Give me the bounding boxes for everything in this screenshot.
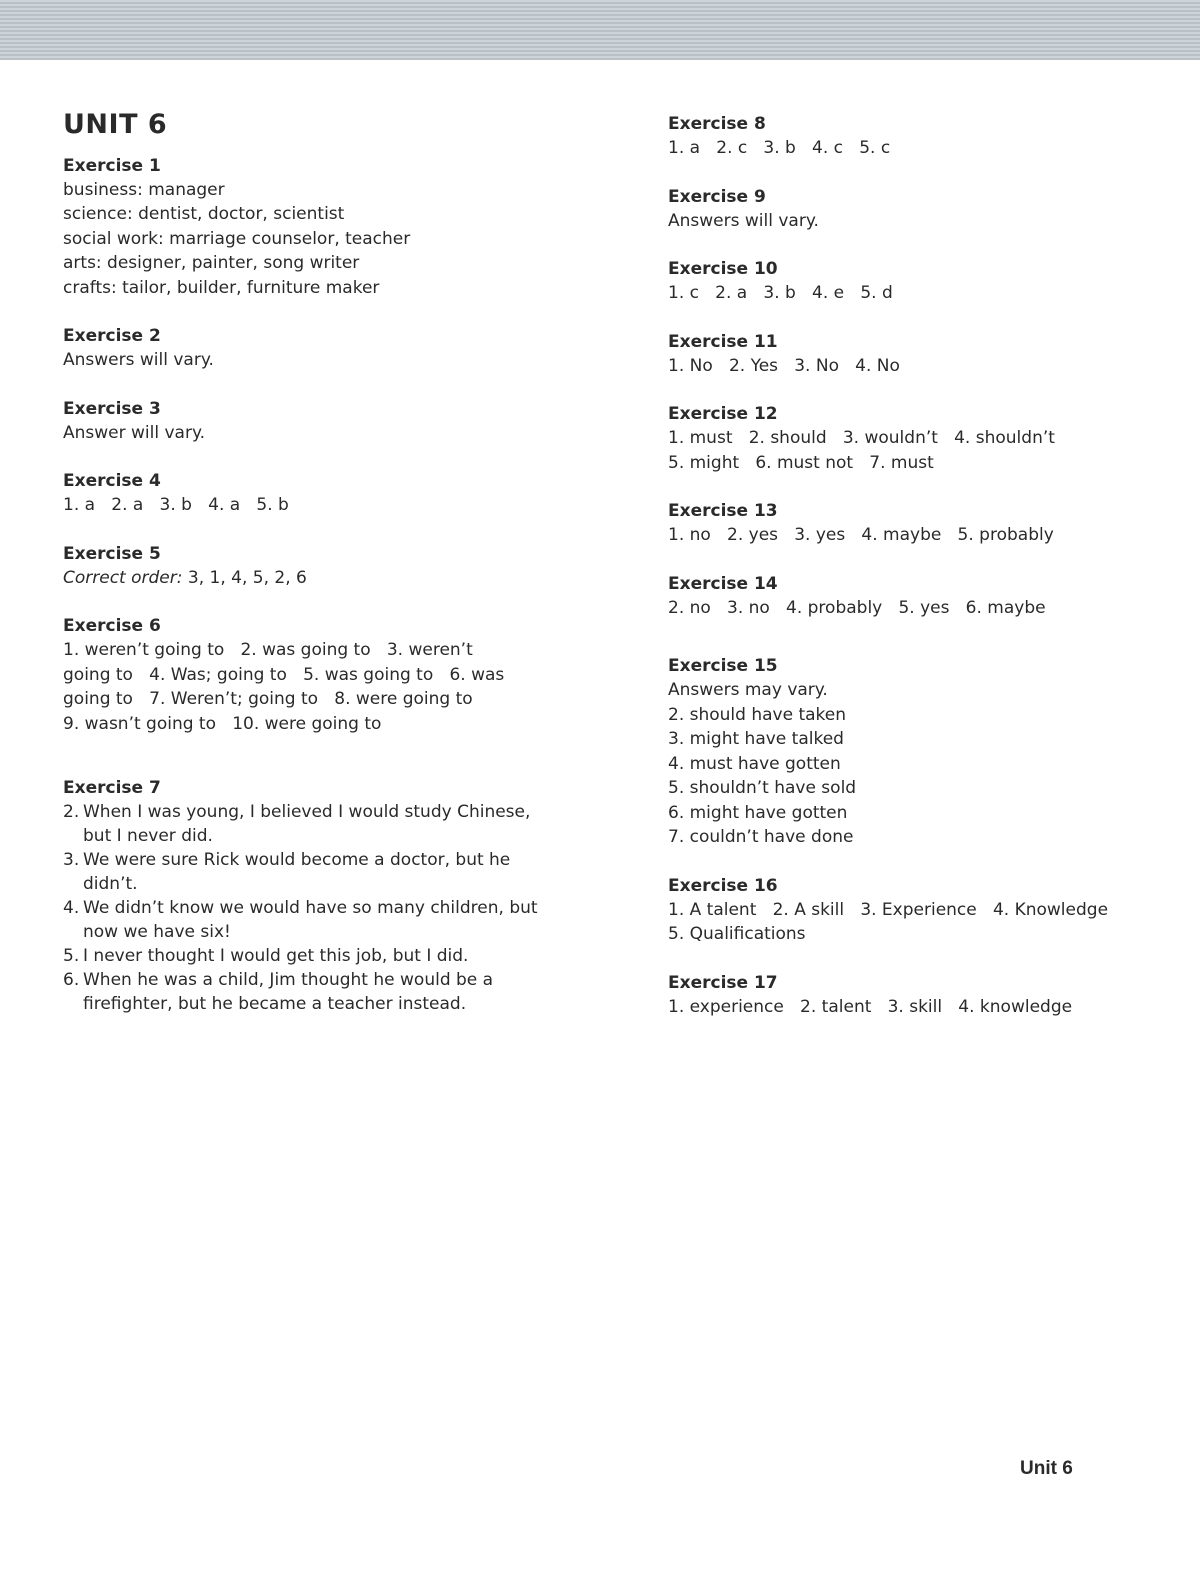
exercise-12 xyxy=(668,402,1168,475)
exercise-heading: Exercise 4 xyxy=(63,471,161,492)
answer-line: 1. a 2. c 3. b 4. c 5. c xyxy=(668,138,891,158)
list-item xyxy=(63,968,553,1016)
exercise-heading: Exercise 1 xyxy=(63,155,161,176)
answer-line: social work: marriage counselor, teacher xyxy=(63,228,411,249)
answer-line: Answers will vary. xyxy=(668,210,819,231)
unit-title: UNIT 6 xyxy=(63,109,168,140)
exercise-heading: Exercise 5 xyxy=(63,543,161,564)
exercise-10 xyxy=(668,257,1168,306)
exercise-16 xyxy=(668,874,1168,947)
exercise-heading: Exercise 3 xyxy=(63,398,161,419)
answer-line: 1. must 2. should 3. wouldn’t 4. shouldn’t xyxy=(668,428,1055,448)
answer-line: arts: designer, painter, song writer xyxy=(63,253,360,274)
correct-order-label: Correct order: xyxy=(63,567,183,588)
left-column xyxy=(63,110,553,1016)
answer-line: Answers will vary. xyxy=(63,350,214,371)
answer-line: Answers may vary. xyxy=(668,680,828,700)
exercise-heading: Exercise 13 xyxy=(668,501,778,521)
item-number: 3. xyxy=(63,850,80,871)
exercise-6 xyxy=(63,614,553,736)
correct-order-value: 3, 1, 4, 5, 2, 6 xyxy=(182,567,307,588)
answer-line: 1. a 2. a 3. b 4. a 5. b xyxy=(63,495,289,516)
exercise-7 xyxy=(63,776,553,1016)
item-number: 2. xyxy=(63,802,80,823)
answer-line: 6. might have gotten xyxy=(668,802,848,823)
answer-line: 1. No 2. Yes 3. No 4. No xyxy=(668,355,900,376)
exercise-heading: Exercise 6 xyxy=(63,616,161,637)
answer-line: going to 4. Was; going to 5. was going to 6. was xyxy=(63,664,505,685)
answer-line: 4. must have gotten xyxy=(668,753,841,774)
exercise-1 xyxy=(63,154,553,301)
answer-line: 2. no 3. no 4. probably 5. yes 6. maybe xyxy=(668,597,1046,618)
answer-line: going to 7. Weren’t; going to 8. were going to xyxy=(63,689,473,710)
answer-line: 9. wasn’t going to 10. were going to xyxy=(63,713,382,734)
item-text: I never thought I would get this job, but I did. xyxy=(83,946,469,967)
exercise-heading: Exercise 10 xyxy=(668,259,778,279)
answer-line: 5. Qualifications xyxy=(668,924,806,944)
list-item xyxy=(63,848,553,896)
answer-line: science: dentist, doctor, scientist xyxy=(63,204,345,225)
answer-line: 1. weren’t going to 2. was going to 3. weren’t xyxy=(63,640,473,661)
item-number: 5. xyxy=(63,946,80,967)
right-column xyxy=(668,112,1168,1019)
exercise-15 xyxy=(668,654,1168,850)
answer-line: 1. no 2. yes 3. yes 4. maybe 5. probably xyxy=(668,525,1054,545)
exercise-heading: Exercise 8 xyxy=(668,114,766,134)
item-text: When he was a child, Jim thought he would be a firefighter, but he became a teacher instead. xyxy=(83,970,494,1015)
item-text: We were sure Rick would become a doctor, but he didn’t. xyxy=(83,850,511,895)
exercise-13 xyxy=(668,499,1168,548)
exercise-14 xyxy=(668,572,1168,621)
item-number: 6. xyxy=(63,970,80,991)
answer-line xyxy=(63,566,553,591)
page-footer-label: Unit 6 xyxy=(1020,1458,1073,1479)
exercise-5 xyxy=(63,542,553,591)
answer-line: 7. couldn’t have done xyxy=(668,827,854,847)
answer-line: business: manager xyxy=(63,179,225,200)
answer-line: 3. might have talked xyxy=(668,729,844,749)
exercise-heading: Exercise 14 xyxy=(668,573,778,594)
answer-line: crafts: tailor, builder, furniture maker xyxy=(63,277,380,298)
exercise-heading: Exercise 15 xyxy=(668,656,778,676)
answer-line: 5. might 6. must not 7. must xyxy=(668,452,934,473)
exercise-9 xyxy=(668,185,1168,234)
answer-line: 1. experience 2. talent 3. skill 4. knowledge xyxy=(668,996,1073,1017)
answer-line: 5. shouldn’t have sold xyxy=(668,778,857,798)
exercise-3 xyxy=(63,397,553,446)
exercise-4 xyxy=(63,469,553,518)
answer-line: 1. c 2. a 3. b 4. e 5. d xyxy=(668,283,893,303)
item-text: We didn’t know we would have so many children, but now we have six! xyxy=(83,898,538,943)
exercise-2 xyxy=(63,324,553,373)
exercise-heading: Exercise 7 xyxy=(63,778,161,799)
answer-line: 1. A talent 2. A skill 3. Experience 4. Knowledge xyxy=(668,899,1109,920)
list-item xyxy=(63,800,553,848)
exercise-heading: Exercise 2 xyxy=(63,326,161,347)
exercise-17 xyxy=(668,971,1168,1020)
exercise-heading: Exercise 12 xyxy=(668,404,778,424)
list-item xyxy=(63,896,553,944)
exercise-8 xyxy=(668,112,1168,161)
item-number: 4. xyxy=(63,898,80,919)
header-band xyxy=(0,0,1200,60)
exercise-heading: Exercise 16 xyxy=(668,875,778,896)
exercise-heading: Exercise 9 xyxy=(668,186,766,207)
exercise-heading: Exercise 17 xyxy=(668,972,778,993)
exercise-heading: Exercise 11 xyxy=(668,331,778,352)
answer-line: Answer will vary. xyxy=(63,422,206,443)
item-text: When I was young, I believed I would study Chinese, but I never did. xyxy=(83,802,531,847)
exercise-11 xyxy=(668,330,1168,379)
answer-line: 2. should have taken xyxy=(668,704,847,725)
list-item xyxy=(63,944,553,968)
